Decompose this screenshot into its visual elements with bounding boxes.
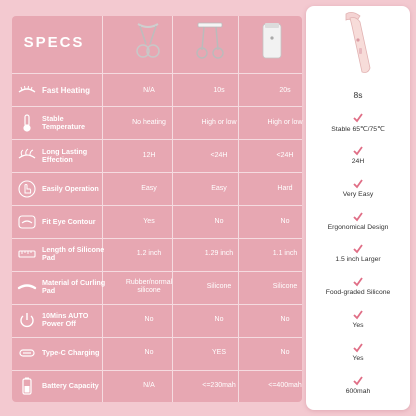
featured-value-cell [306,207,410,236]
feature-cell [16,272,106,301]
feature-cell [16,338,106,367]
feature-cell [16,305,106,334]
value-cell: 12H [142,151,156,159]
feature-label: Fit Eye Contour [42,216,96,226]
usb-c-icon [16,342,38,364]
value-cell: High or low [267,118,303,126]
featured-value-cell [306,239,410,268]
featured-value: Very Easy [342,191,374,198]
feature-cell [16,141,106,170]
value-cell: No [280,315,290,323]
feature-label: Easily Operation [42,183,99,193]
row-divider [12,106,302,107]
value-cell: <24H [210,151,228,159]
value-cell: Silicone [206,282,232,290]
value-cell: No [144,348,154,356]
row-divider [12,172,302,173]
feature-label: Battery Capacity [42,380,99,390]
checkmark-icon [353,244,363,254]
feature-cell [16,207,106,236]
heated-comb-curler-image [252,20,292,60]
checkmark-icon [353,343,363,353]
featured-value: 24H [351,158,365,165]
battery-icon [16,375,38,397]
eye-contour-icon [16,211,38,233]
featured-pink-heated-curler-image [330,8,386,76]
eyelash-heat-icon [16,80,38,102]
featured-value: Ergonomical Design [327,224,389,231]
value-cell: 1.2 inch [136,249,162,257]
power-icon [16,309,38,331]
value-cell: 20s [279,86,291,94]
value-cell: 1.29 inch [204,249,234,257]
featured-value-cell [306,272,410,301]
feature-cell [16,108,106,137]
eyelash-curl-icon [16,145,38,167]
feature-label: Long Lasting Effection [42,146,88,164]
value-cell: No [144,315,154,323]
thermometer-icon [16,112,38,134]
feature-cell [16,239,106,268]
value-cell: High or low [201,118,237,126]
featured-value: 1.5 inch Larger [335,256,381,263]
checkmark-icon [353,277,363,287]
value-cell: Hard [277,184,293,192]
feature-cell [16,174,106,203]
featured-value-cell [306,174,410,203]
feature-cell [16,76,106,105]
value-cell: No heating [132,118,166,126]
feature-label: Material of Curling Pad [42,277,106,295]
value-cell: No [214,315,224,323]
featured-value: 600mah [345,388,371,395]
feature-cell [16,371,106,400]
value-cell: No [214,217,224,225]
comparison-row [12,239,302,268]
featured-value-cell [306,141,410,170]
featured-value-cell [306,80,410,109]
comparison-row [12,272,302,301]
checkmark-icon [353,113,363,123]
hand-tap-icon [16,178,38,200]
value-cell: Rubber/normal silicone [125,278,173,294]
feature-label: Type-C Charging [42,347,100,357]
value-cell: Easy [141,184,157,192]
feature-label: Stable Temperature [42,113,86,131]
curling-pad-icon [16,276,38,298]
featured-value: Stable 65℃/75℃ [331,125,385,133]
value-cell: Silicone [272,282,298,290]
value-cell: <24H [276,151,294,159]
featured-value-cell [306,305,410,334]
featured-value: Yes [352,355,364,362]
row-divider [12,73,302,74]
comparison-row [12,207,302,236]
checkmark-icon [353,212,363,222]
value-cell: No [280,348,290,356]
value-cell: N/A [143,381,155,389]
comparison-row [12,174,302,203]
featured-value: 8s [353,89,363,100]
checkmark-icon [353,179,363,189]
checkmark-icon [353,376,363,386]
value-cell: <=230mah [202,381,236,389]
featured-value: Yes [352,322,364,329]
ruler-icon [16,243,38,265]
comparison-row [12,141,302,170]
row-divider [12,139,302,140]
comparison-row [12,371,302,400]
featured-value-cell [306,338,410,367]
value-cell: N/A [143,86,155,94]
value-cell: 10s [213,86,225,94]
value-cell: YES [211,348,226,356]
manual-eyelash-curler-image [128,20,168,60]
checkmark-icon [353,310,363,320]
comparison-row [12,338,302,367]
value-cell: <=400mah [268,381,302,389]
checkmark-icon [353,146,363,156]
value-cell: No [280,217,290,225]
specs-title: SPECS [23,33,85,51]
featured-value-cell [306,108,410,137]
comparison-row [12,76,302,105]
featured-value-cell [306,371,410,400]
comparison-row [12,108,302,137]
featured-value: Food-graded Silicone [325,289,391,296]
feature-label: Fast Heating [42,85,91,95]
value-cell: Easy [211,184,227,192]
heated-clamp-curler-image [190,20,230,60]
comparison-row [12,305,302,334]
value-cell: Yes [143,217,155,225]
feature-label: Length of Silicone Pad [42,244,105,262]
value-cell: 1.1 inch [272,249,298,257]
row-divider [12,205,302,206]
feature-label: 10Mins AUTO Power Off [42,310,89,328]
